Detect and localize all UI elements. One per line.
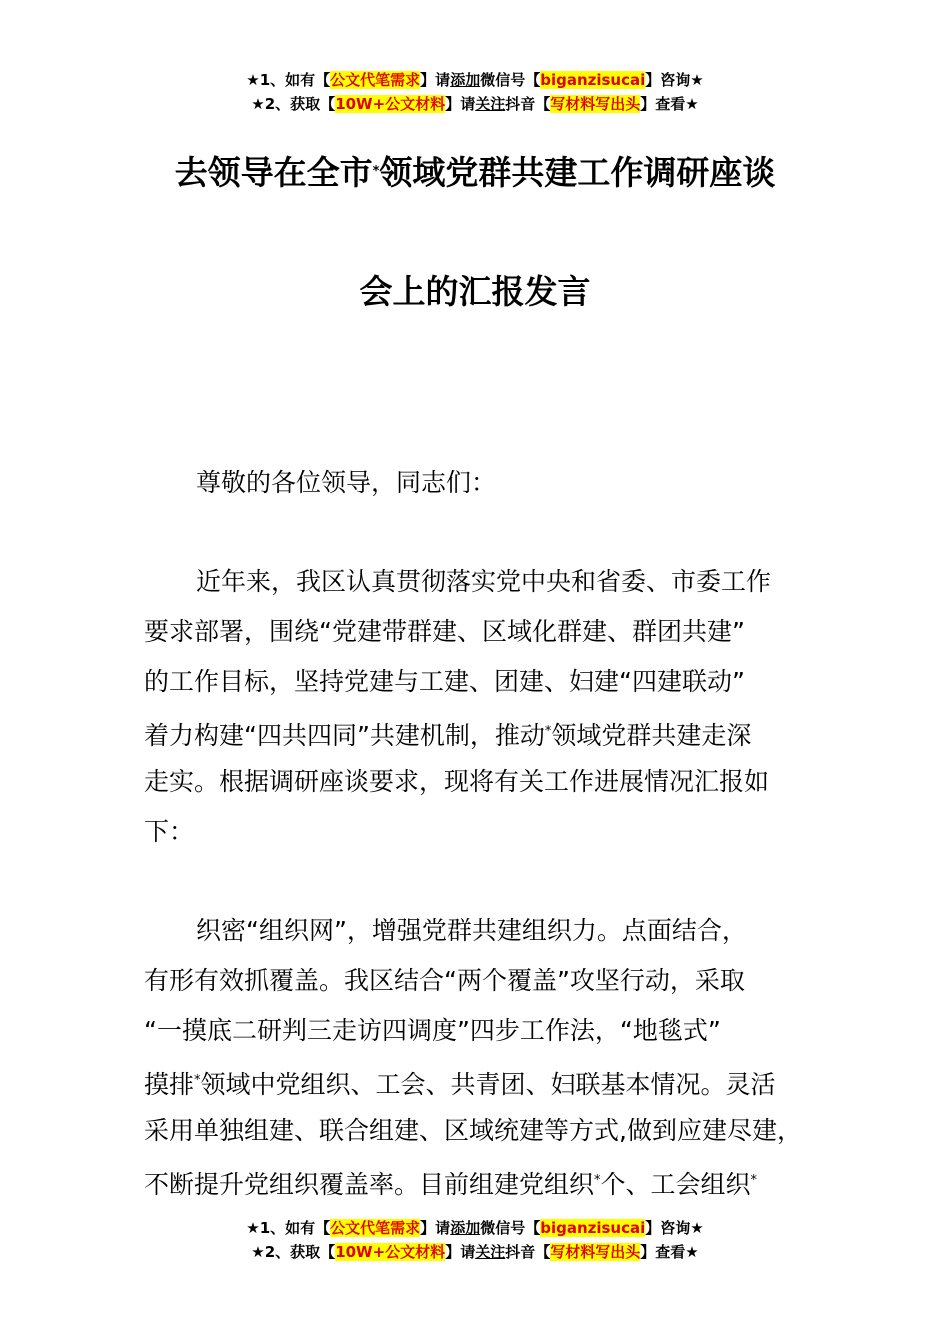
title-text: 领域党群共建工作调研座谈	[379, 153, 776, 192]
promo-text: ★1、如有【	[246, 71, 331, 89]
promo-text: 微信号【	[480, 71, 541, 89]
text-span: 领域中党组织、工会、共青团、妇联基本情况。灵活	[200, 1070, 776, 1099]
promo-text: 抖音【	[505, 1243, 551, 1261]
promo-highlight: biganzisucai	[540, 71, 646, 89]
para2-line-3: “一摸底二研判三走访四调度”四步工作法，“地毯式”	[144, 1016, 721, 1045]
para2-line-6	[144, 1156, 834, 1210]
placeholder-star: *	[544, 724, 552, 739]
text-span: 不断提升党组织覆盖率。目前组建党组织	[144, 1170, 595, 1199]
promo-text: 】咨询★	[645, 1219, 704, 1237]
promo-text: 】请	[420, 71, 451, 89]
para2-line-4	[144, 1056, 834, 1110]
promo-banner-top	[0, 68, 950, 116]
promo-highlight: 写材料写出头	[550, 1243, 641, 1261]
promo-highlight: 10W+公文材料	[335, 95, 446, 113]
para1-line-1: 近年来，我区认真贯彻落实党中央和省委、市委工作	[196, 567, 772, 596]
para2-line-5: 采用单独组建、联合组建、区域统建等方式,做到应建尽建，	[144, 1116, 802, 1145]
promo-text: ★2、获取【	[251, 1243, 336, 1261]
promo-line-2	[0, 1240, 950, 1264]
promo-underlined: 关注	[475, 1243, 506, 1261]
placeholder-star: *	[194, 1073, 201, 1088]
placeholder-star: *	[594, 1173, 601, 1188]
para1-line-5: 走实。根据调研座谈要求，现将有关工作进展情况汇报如	[144, 767, 770, 796]
promo-text: 】请	[445, 1243, 476, 1261]
promo-highlight: 10W+公文材料	[335, 1243, 446, 1261]
promo-text: 】查看★	[640, 1243, 699, 1261]
promo-underlined: 添加	[450, 71, 481, 89]
document-title-line-2: 会上的汇报发言	[359, 272, 591, 311]
promo-highlight: biganzisucai	[540, 1219, 646, 1237]
placeholder-star: *	[750, 1173, 758, 1188]
promo-line-1	[0, 1216, 950, 1240]
promo-text: 】请	[445, 95, 476, 113]
promo-underlined: 关注	[475, 95, 506, 113]
text-span: 摸排	[144, 1070, 195, 1099]
promo-text: 】请	[420, 1219, 451, 1237]
para1-line-3: 的工作目标，坚持党建与工建、团建、妇建“四建联动”	[144, 667, 745, 696]
document-title-line-1	[0, 152, 950, 193]
para2-line-1: 织密“组织网”，增强党群共建组织力。点面结合，	[196, 916, 747, 945]
para1-line-4	[144, 707, 834, 761]
para1-line-6: 下：	[144, 817, 195, 846]
promo-highlight: 公文代笔需求	[330, 71, 421, 89]
text-span: 个、工会组织	[600, 1170, 751, 1199]
promo-banner-bottom	[0, 1216, 950, 1264]
promo-highlight: 写材料写出头	[550, 95, 641, 113]
promo-text: 】咨询★	[645, 71, 704, 89]
text-span: 着力构建“四共四同”共建机制，推动	[144, 721, 545, 750]
promo-line-1	[0, 68, 950, 92]
para1-line-2: 要求部署，围绕“党建带群建、区域化群建、群团共建”	[144, 617, 745, 646]
placeholder-star: *	[372, 164, 380, 179]
promo-underlined: 添加	[450, 1219, 481, 1237]
promo-text: ★2、获取【	[251, 95, 336, 113]
para2-line-2: 有形有效抓覆盖。我区结合“两个覆盖”攻坚行动，采取	[144, 966, 745, 995]
text-span: 领域党群共建走深	[551, 721, 752, 750]
promo-text: 抖音【	[505, 95, 551, 113]
promo-text: ★1、如有【	[246, 1219, 331, 1237]
title-text: 去领导在全市	[174, 153, 373, 192]
promo-line-2	[0, 92, 950, 116]
greeting: 尊敬的各位领导，同志们：	[196, 468, 497, 497]
promo-text: 】查看★	[640, 95, 699, 113]
promo-text: 微信号【	[480, 1219, 541, 1237]
promo-highlight: 公文代笔需求	[330, 1219, 421, 1237]
